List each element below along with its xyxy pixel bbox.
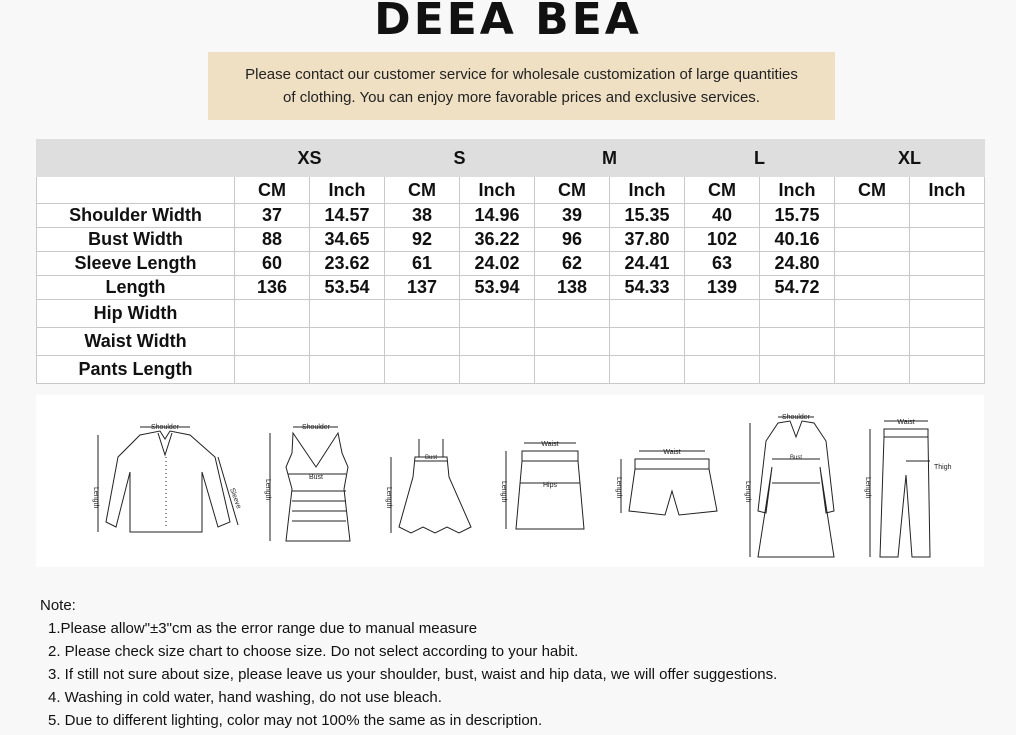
table-cell [535, 328, 610, 356]
table-cell [610, 356, 685, 384]
table-cell: 14.57 [310, 204, 385, 228]
table-row [37, 328, 985, 356]
table-cell [760, 356, 835, 384]
table-cell [235, 300, 310, 328]
table-cell: 136 [235, 276, 310, 300]
table-cell: 23.62 [310, 252, 385, 276]
size-m: M [535, 140, 685, 177]
notice-line-2: of clothing. You can enjoy more favorable prices and exclusive services. [283, 89, 760, 106]
notes-title: Note: [40, 597, 76, 614]
table-cell [835, 276, 910, 300]
header-corner [37, 140, 235, 177]
wholesale-notice [208, 52, 835, 120]
coat-shoulder-label: Shoulder [781, 414, 811, 421]
table-cell [910, 276, 985, 300]
table-cell [385, 328, 460, 356]
coat-diagram [742, 411, 842, 567]
note-item: 1.Please allow"±3"cm as the error range due to manual measure [48, 620, 478, 637]
table-cell [910, 356, 985, 384]
table-cell [310, 300, 385, 328]
unit-cm: CM [685, 177, 760, 204]
measurement-label: Shoulder Width [37, 204, 235, 228]
size-s: S [385, 140, 535, 177]
coat-bust-label: Bust [789, 455, 803, 461]
table-row [37, 204, 985, 228]
unit-inch: Inch [460, 177, 535, 204]
table-cell [235, 328, 310, 356]
table-cell [910, 228, 985, 252]
table-cell: 61 [385, 252, 460, 276]
table-cell [460, 356, 535, 384]
unit-inch: Inch [610, 177, 685, 204]
shirt-diagram [90, 417, 250, 547]
shorts-diagram [613, 445, 723, 525]
table-cell: 15.35 [610, 204, 685, 228]
table-cell [235, 356, 310, 384]
table-cell: 36.22 [460, 228, 535, 252]
table-cell: 60 [235, 252, 310, 276]
table-cell [610, 300, 685, 328]
table-cell [685, 356, 760, 384]
skirt-length-label: Length [500, 481, 507, 503]
table-cell: 15.75 [760, 204, 835, 228]
top-diagram [258, 419, 368, 549]
table-cell: 53.54 [310, 276, 385, 300]
top-bust-label: Bust [308, 474, 324, 481]
table-cell [910, 300, 985, 328]
size-header-row [37, 140, 985, 177]
table-cell [910, 204, 985, 228]
measurement-label: Waist Width [37, 328, 235, 356]
table-cell: 88 [235, 228, 310, 252]
table-cell: 139 [685, 276, 760, 300]
table-cell: 92 [385, 228, 460, 252]
table-cell [835, 328, 910, 356]
unit-cm: CM [385, 177, 460, 204]
table-cell [535, 300, 610, 328]
measurement-label: Hip Width [37, 300, 235, 328]
table-cell: 102 [685, 228, 760, 252]
table-cell [535, 356, 610, 384]
table-cell [610, 328, 685, 356]
table-row [37, 252, 985, 276]
table-row [37, 300, 985, 328]
pants-length-label: Length [864, 477, 871, 499]
table-cell: 62 [535, 252, 610, 276]
note-item: 5. Due to different lighting, color may not 100% the same as in description. [48, 712, 543, 729]
unit-inch: Inch [910, 177, 985, 204]
table-cell: 37.80 [610, 228, 685, 252]
table-cell: 34.65 [310, 228, 385, 252]
table-cell [685, 300, 760, 328]
measurement-label: Bust Width [37, 228, 235, 252]
table-cell: 37 [235, 204, 310, 228]
table-cell [835, 356, 910, 384]
note-item: 3. If still not sure about size, please leave us your shoulder, bust, waist and hip data, we will offer suggestions. [48, 666, 778, 683]
top-length-label: Length [264, 479, 271, 501]
shirt-sleeve-label: Sleeve [228, 487, 243, 510]
table-row [37, 356, 985, 384]
pants-diagram [862, 415, 962, 565]
skirt-diagram [496, 437, 596, 537]
skirt-hips-label: Hips [542, 482, 558, 489]
size-xs: XS [235, 140, 385, 177]
unit-inch: Inch [760, 177, 835, 204]
table-cell: 39 [535, 204, 610, 228]
table-row [37, 228, 985, 252]
coat-length-label: Length [744, 481, 751, 503]
table-cell: 24.02 [460, 252, 535, 276]
care-notes [40, 594, 777, 732]
measurement-label: Length [37, 276, 235, 300]
dress-bust-label: Bust [424, 455, 438, 461]
table-cell [835, 228, 910, 252]
notice-line-1: Please contact our customer service for wholesale customization of large quantities [245, 66, 798, 83]
unit-cm: CM [535, 177, 610, 204]
table-cell [760, 328, 835, 356]
table-cell: 54.33 [610, 276, 685, 300]
table-cell: 54.72 [760, 276, 835, 300]
shorts-length-label: Length [615, 477, 622, 499]
table-cell [835, 252, 910, 276]
brand-logo: DEEA BEA [374, 0, 642, 45]
table-cell [310, 328, 385, 356]
size-l: L [685, 140, 835, 177]
size-xl: XL [835, 140, 985, 177]
measurement-diagrams [36, 395, 984, 567]
table-cell: 38 [385, 204, 460, 228]
pants-waist-label: Waist [897, 419, 915, 426]
pants-thigh-label: Thigh [934, 464, 952, 471]
measurement-label: Pants Length [37, 356, 235, 384]
table-cell [835, 204, 910, 228]
table-cell [460, 328, 535, 356]
shirt-shoulder-label: Shoulder [150, 424, 180, 431]
table-cell: 40 [685, 204, 760, 228]
table-row [37, 276, 985, 300]
unit-header-row [37, 177, 985, 204]
table-cell [910, 328, 985, 356]
table-cell: 40.16 [760, 228, 835, 252]
unit-inch: Inch [310, 177, 385, 204]
table-cell [910, 252, 985, 276]
table-cell: 14.96 [460, 204, 535, 228]
table-cell [760, 300, 835, 328]
table-cell: 24.80 [760, 252, 835, 276]
table-cell [385, 300, 460, 328]
unit-cm: CM [235, 177, 310, 204]
size-chart-table [36, 139, 985, 384]
dress-diagram [381, 435, 481, 545]
skirt-waist-label: Waist [541, 441, 559, 448]
table-cell: 96 [535, 228, 610, 252]
table-cell [310, 356, 385, 384]
top-shoulder-label: Shoulder [301, 424, 331, 431]
measurement-label: Sleeve Length [37, 252, 235, 276]
unit-corner [37, 177, 235, 204]
table-cell: 137 [385, 276, 460, 300]
table-cell: 53.94 [460, 276, 535, 300]
dress-length-label: Length [385, 487, 392, 509]
unit-cm: CM [835, 177, 910, 204]
note-item: 2. Please check size chart to choose size. Do not select according to your habit. [48, 643, 579, 660]
table-cell [460, 300, 535, 328]
table-cell [685, 328, 760, 356]
shirt-length-label: Length [92, 487, 99, 509]
table-cell [835, 300, 910, 328]
note-item: 4. Washing in cold water, hand washing, do not use bleach. [48, 689, 442, 706]
table-cell [385, 356, 460, 384]
table-cell: 63 [685, 252, 760, 276]
table-cell: 138 [535, 276, 610, 300]
table-cell: 24.41 [610, 252, 685, 276]
shorts-waist-label: Waist [663, 449, 681, 456]
